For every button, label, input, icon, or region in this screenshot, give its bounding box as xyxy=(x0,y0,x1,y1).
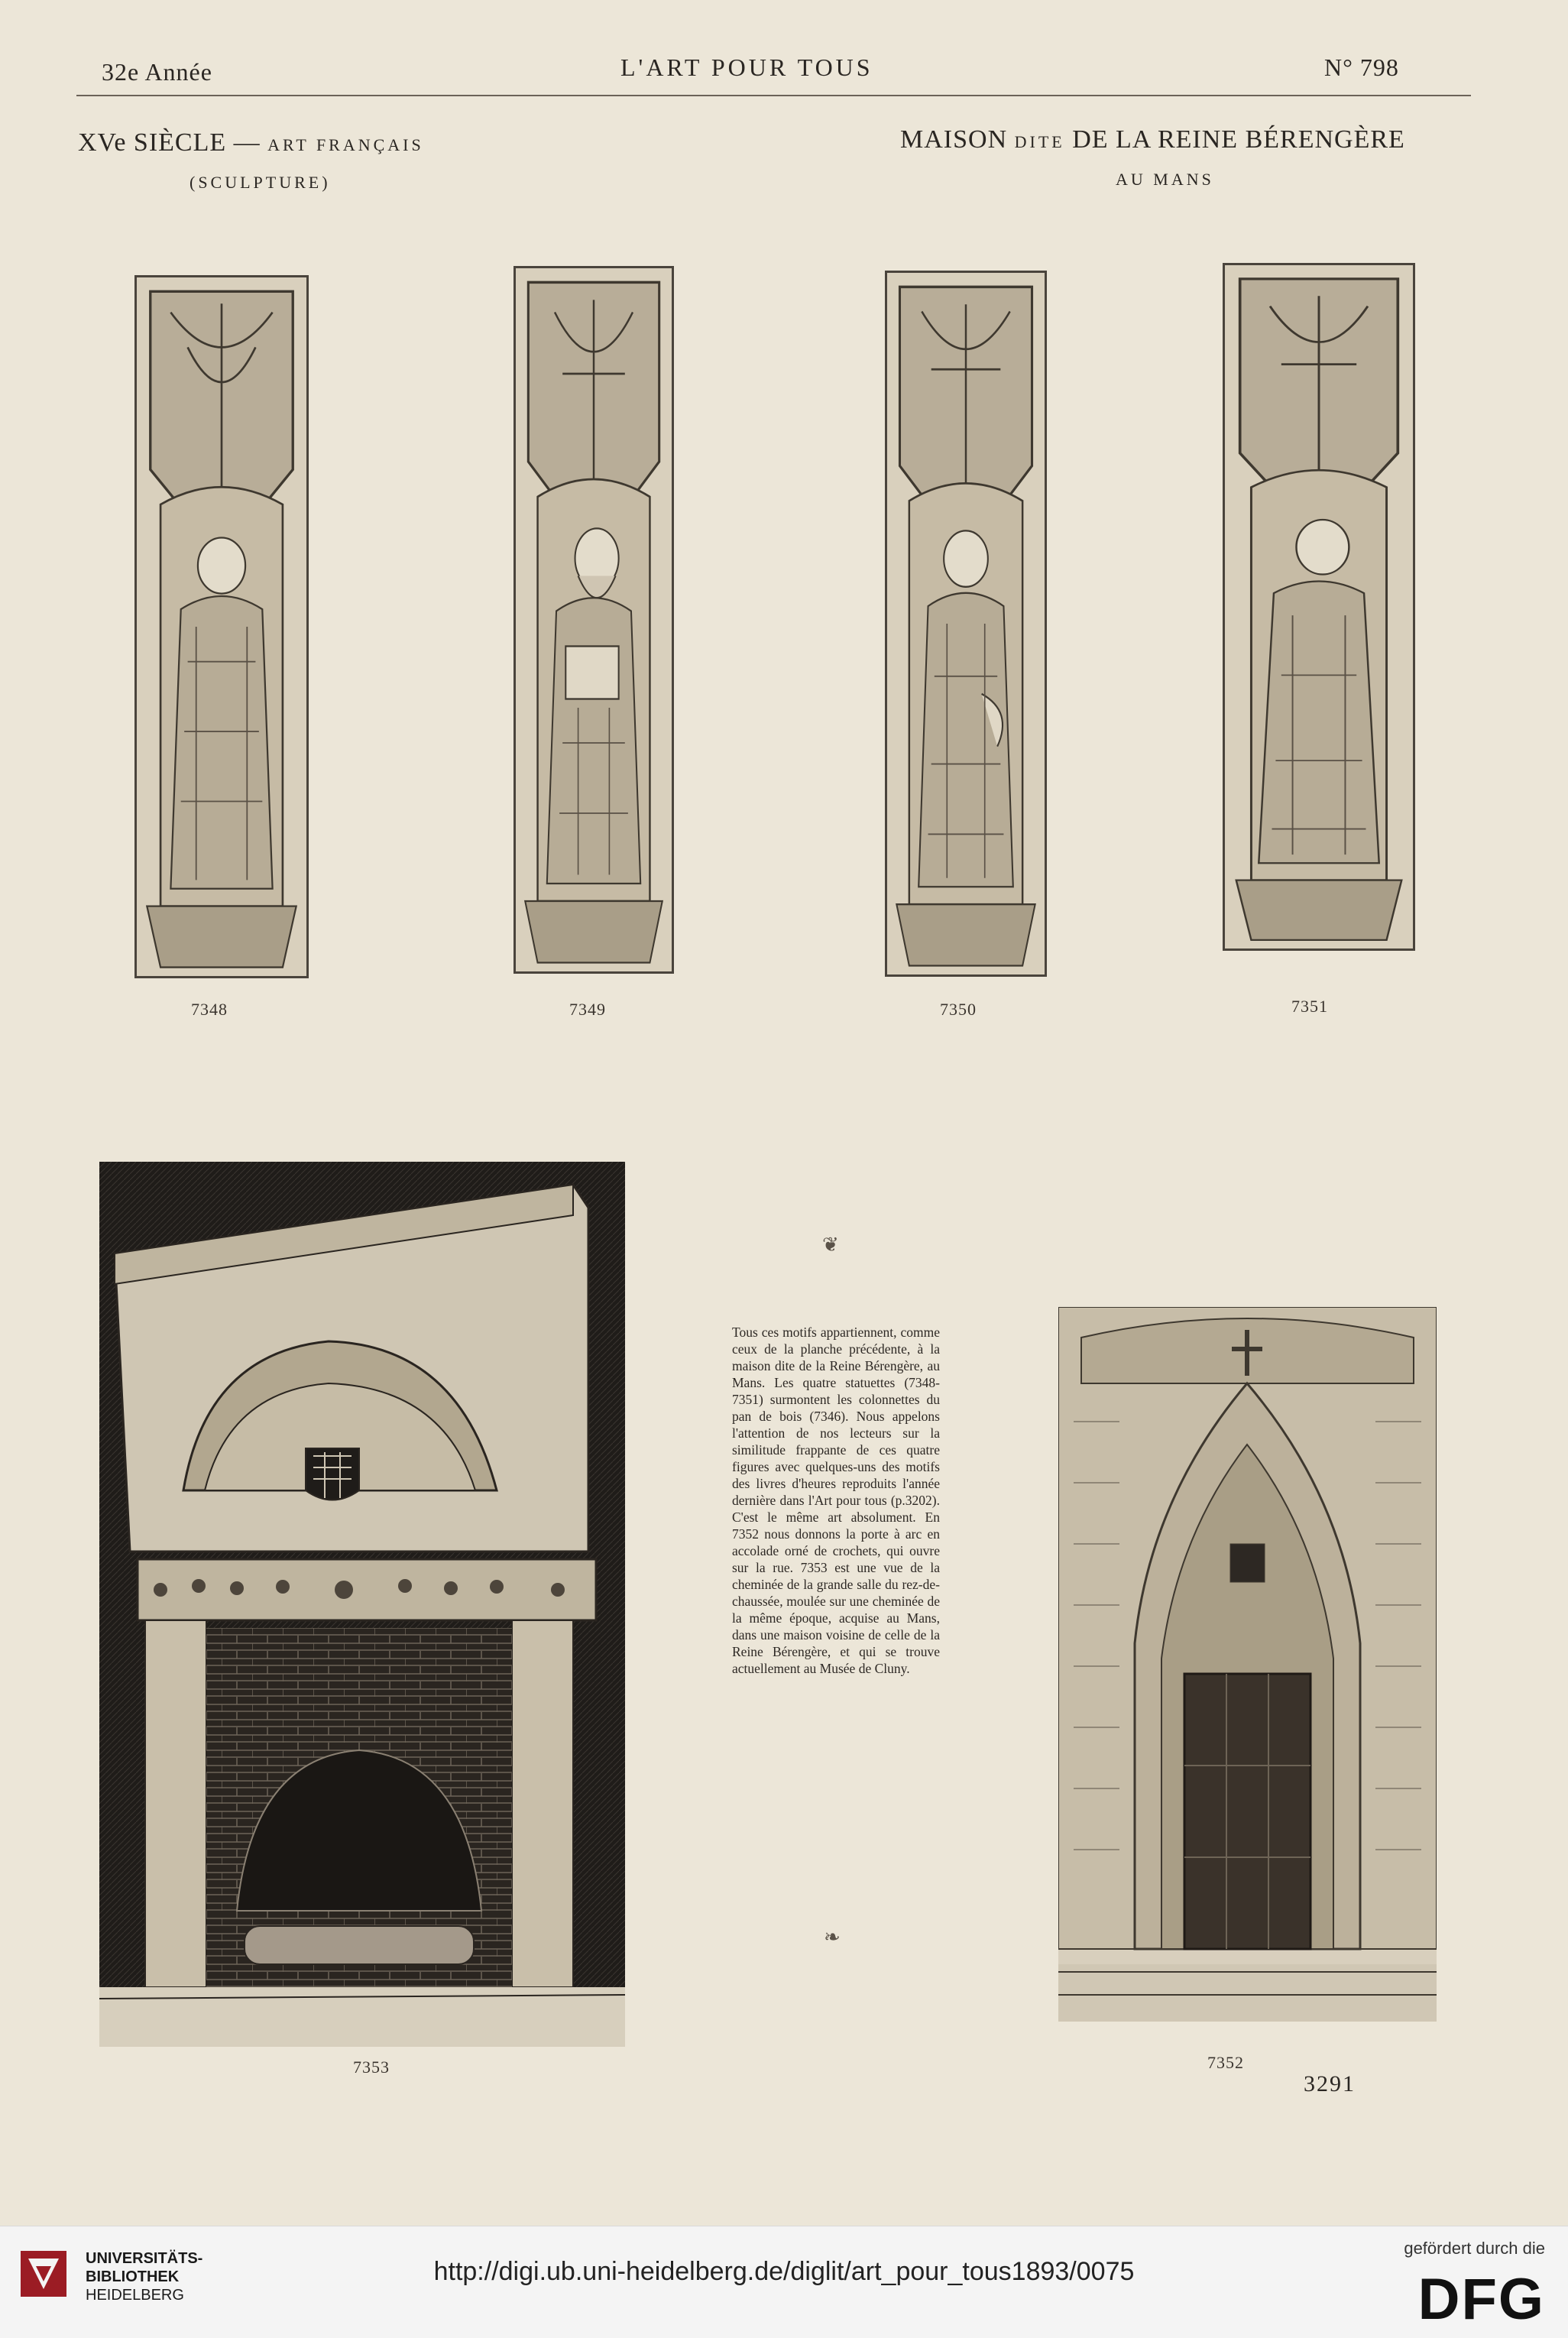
ornament-bottom: ❧ xyxy=(824,1926,841,1948)
dash: — xyxy=(226,128,268,157)
figure-number-7350: 7350 xyxy=(940,1000,977,1019)
statue-illustration-7348 xyxy=(134,275,309,978)
title-right-line1 xyxy=(900,125,1405,154)
reine: DE LA REINE BÉRENGÈRE xyxy=(1064,125,1405,154)
article-paragraph: Tous ces motifs appartiennent, comme ceux de la planche précédente, à la maison dite de la Reine Bérengère, au Mans. Les quatre statuettes (7348-7351) surmontent les colonnettes du pan de bois (7346). Nous appelons l'attention de nos lecteurs sur la similitude frappante de ces quatre figures avec quelques-uns des motifs des livres d'heures reproduits l'année dernière dans l'Art pour tous (p.3202). C'est le même art absolument. En 7352 nous donnons la porte à arc en accolade orné de crochets, qui ouvre sur la rue. 7353 est une vue de la cheminée de la grande salle du rez-de-chaussée, moulée sur une cheminée de la même époque, acquise au Mans, dans une maison voisine de celle de la Reine Bérengère, et qui se trouve actuellement au Musée de Cluny. xyxy=(732,1325,940,1676)
viewer-footer xyxy=(0,2226,1568,2338)
header-rule xyxy=(76,95,1471,96)
funded-by-label: gefördert durch die xyxy=(1404,2239,1545,2258)
statue-illustration-7350 xyxy=(885,271,1047,977)
header-journal: L'ART POUR TOUS xyxy=(620,54,873,81)
art-francais: ART FRANÇAIS xyxy=(267,135,424,154)
ornament-top: ❦ xyxy=(822,1234,839,1256)
library-line-2: BIBLIOTHEK xyxy=(86,2268,180,2285)
dite: DITE xyxy=(1014,132,1065,151)
figure-number-7352: 7352 xyxy=(1207,2053,1244,2072)
door-illustration-7352 xyxy=(1058,1307,1437,2022)
title-right-line2: AU MANS xyxy=(1116,170,1214,189)
statue-illustration-7351 xyxy=(1223,263,1415,951)
title-left-line2: (SCULPTURE) xyxy=(190,173,331,192)
article-body xyxy=(732,1324,940,1677)
permalink-url[interactable]: http://digi.ub.uni-heidelberg.de/diglit/art_pour_tous1893/0075 xyxy=(433,2257,1135,2286)
maison: MAISON xyxy=(900,125,1015,154)
figure-number-7351: 7351 xyxy=(1291,997,1328,1016)
title-left-line1 xyxy=(78,128,424,157)
library-line-1: UNIVERSITÄTS- xyxy=(86,2250,203,2267)
figure-number-7348: 7348 xyxy=(191,1000,228,1019)
dfg-logo: DFG xyxy=(1417,2267,1545,2332)
century: XVe SIÈCLE xyxy=(78,128,227,157)
figure-number-7349: 7349 xyxy=(569,1000,606,1019)
fireplace-illustration-7353 xyxy=(99,1162,625,2047)
header-number: N° 798 xyxy=(1324,54,1399,81)
page-number: 3291 xyxy=(1304,2071,1356,2096)
library-line-3: HEIDELBERG xyxy=(86,2287,184,2304)
statue-illustration-7349 xyxy=(513,266,674,974)
header-year: 32e Année xyxy=(102,58,212,86)
figure-number-7353: 7353 xyxy=(353,2058,390,2077)
